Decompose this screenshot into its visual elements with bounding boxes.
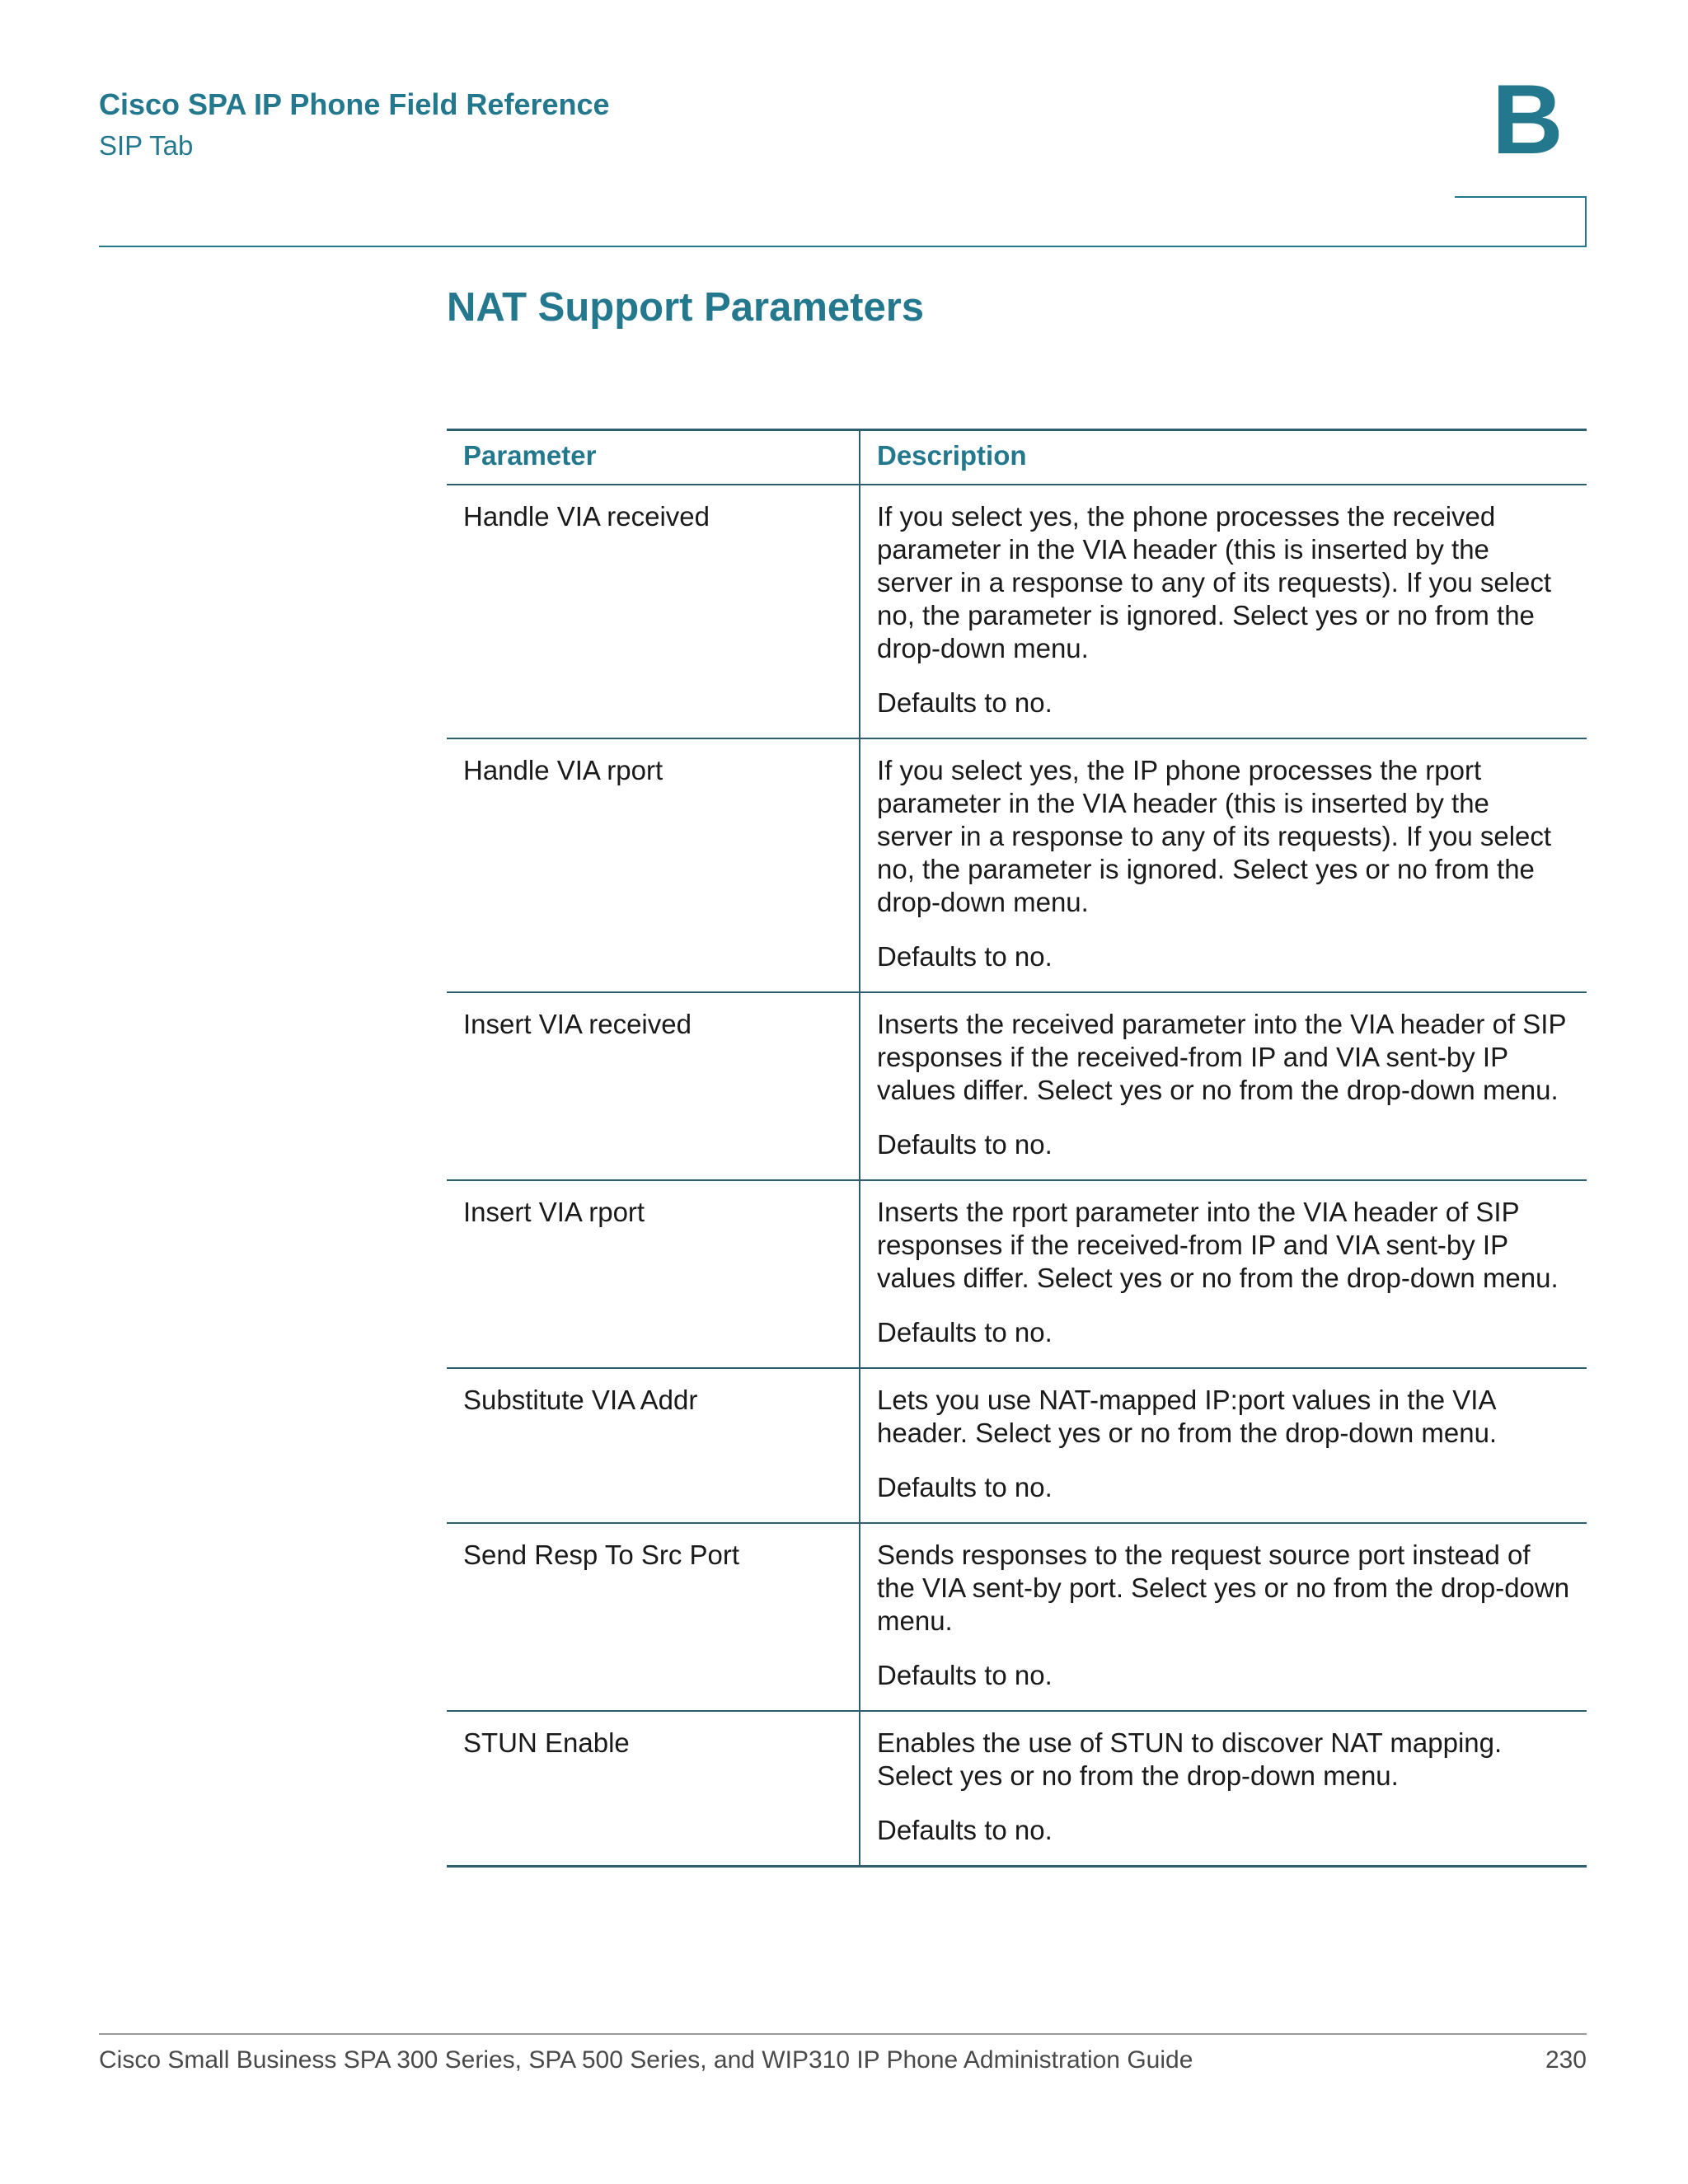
parameter-description: If you select yes, the phone processes the received parameter in the VIA header (this is inserted by the server in a response to any of its requests). If you select no, the parameter is ignored. Select yes or no from the drop-down menu. (877, 501, 1552, 663)
document-title: Cisco SPA IP Phone Field Reference (99, 87, 610, 121)
section-title: NAT Support Parameters (447, 285, 925, 330)
parameter-description-cell (860, 1368, 1587, 1523)
column-header-description: Description (860, 430, 1587, 485)
parameter-description: Enables the use of STUN to discover NAT mapping. Select yes or no from the drop-down menu. (877, 1727, 1503, 1791)
parameter-default: Defaults to no. (877, 1660, 1053, 1690)
parameter-default: Defaults to no. (877, 1472, 1053, 1502)
parameter-description-cell (860, 992, 1587, 1180)
parameter-default: Defaults to no. (877, 941, 1053, 972)
parameter-description-cell (860, 1523, 1587, 1711)
table-row (447, 992, 1587, 1180)
parameter-description-cell (860, 485, 1587, 738)
table-row (447, 1368, 1587, 1523)
table-header-row (447, 430, 1587, 485)
table-row (447, 485, 1587, 738)
parameter-default: Defaults to no. (877, 1815, 1053, 1845)
parameter-name: Insert VIA received (447, 992, 860, 1180)
parameter-description: If you select yes, the IP phone processes the rport parameter in the VIA header (this is inserted by the server in a response to any of its requests). If you select no, the parameter is ignored. Select yes or no from the drop-down menu. (877, 755, 1552, 917)
page-number: 230 (1545, 2046, 1587, 2074)
parameter-description: Inserts the rport parameter into the VIA header of SIP responses if the received-from IP and VIA sent-by IP values differ. Select yes or no from the drop-down menu. (877, 1197, 1559, 1293)
parameter-name: STUN Enable (447, 1711, 860, 1867)
parameter-table (447, 429, 1587, 1868)
parameter-default: Defaults to no. (877, 1129, 1053, 1160)
table-row (447, 738, 1587, 992)
header-divider (99, 246, 1587, 247)
table-row (447, 1711, 1587, 1867)
column-header-parameter: Parameter (447, 430, 860, 485)
appendix-letter: B (1492, 64, 1564, 175)
parameter-default: Defaults to no. (877, 687, 1053, 718)
parameter-name: Handle VIA rport (447, 738, 860, 992)
appendix-tab-frame (1455, 196, 1587, 246)
page-header (99, 87, 610, 162)
table-row (447, 1180, 1587, 1368)
table-row (447, 1523, 1587, 1711)
chapter-subtitle: SIP Tab (99, 130, 194, 162)
parameter-description: Inserts the received parameter into the VIA header of SIP responses if the received-from IP and VIA sent-by IP values differ. Select yes or no from the drop-down menu. (877, 1009, 1566, 1105)
parameter-name: Insert VIA rport (447, 1180, 860, 1368)
parameter-description-cell (860, 1180, 1587, 1368)
parameter-description-cell (860, 1711, 1587, 1867)
parameter-name: Handle VIA received (447, 485, 860, 738)
parameter-description: Lets you use NAT-mapped IP:port values in the VIA header. Select yes or no from the drop-down menu. (877, 1385, 1498, 1448)
parameter-description-cell (860, 738, 1587, 992)
footer-guide-title: Cisco Small Business SPA 300 Series, SPA 500 Series, and WIP310 IP Phone Administration Guide (99, 2046, 1193, 2074)
parameter-description: Sends responses to the request source port instead of the VIA sent-by port. Select yes or no from the drop-down menu. (877, 1540, 1570, 1636)
footer-divider (99, 2033, 1587, 2035)
parameter-name: Substitute VIA Addr (447, 1368, 860, 1523)
parameter-default: Defaults to no. (877, 1317, 1053, 1347)
parameter-name: Send Resp To Src Port (447, 1523, 860, 1711)
